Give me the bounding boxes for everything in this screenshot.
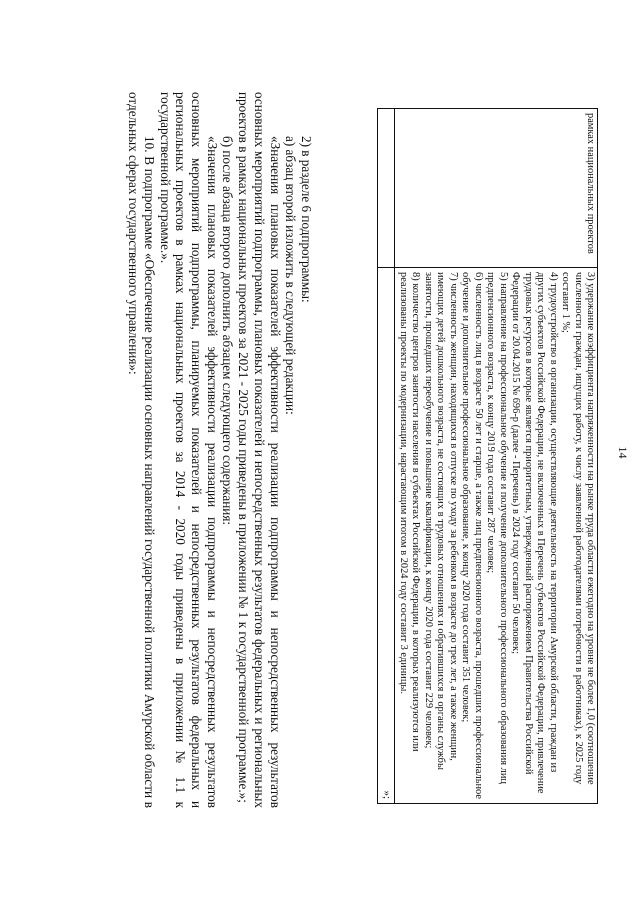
indicator-item: 7) численность женщин, находящихся в отпуске по уходу за ребенком в возрасте до трех лет, а также женщин, имеющих детей дошкольного возраста, не состоящих в трудовых отношениях и обратившихся в органы службы занятости, прошедших переобучение и повышение квалификации, к концу 2020 года составит 229 человек; [422, 272, 459, 770]
table-row [395, 109, 598, 804]
table-cell-empty [378, 109, 395, 268]
paragraph: а) абзац второй изложить в следующей редакции: [283, 136, 299, 415]
section-label: рамках национальных проектов [585, 113, 596, 254]
paragraph: б) после абзаца второго дополнить абзацем следующего содержания: [220, 136, 236, 526]
indicator-item: 5) направление на профессиональное обучение и получение дополнительного профессионального образования лиц предпенсионного возраста, к концу 2019 года составит 287 человек; [485, 272, 509, 784]
table-cell-section [395, 109, 598, 268]
table-cell-indicators [395, 268, 598, 804]
table-cell-empty [378, 268, 395, 804]
paragraph: «Значения плановых показателей эффективности реализации подпрограммы и непосредственных результатов основных мероприятий подпрограммы, плановых показателей и непосредственных результатов федеральных и региональных проектов в рамках национальных проектов за 2021 - 2025 годы приведены в приложении № 1 к государственной программе.»; [236, 92, 283, 808]
indicator-item: 3) удержание коэффициента напряженности на рынке труда области ежегодно на уровне не более 1,0 (соотношение численности граждан, ищущих работу, к числу заявленной работодателями потребности в работниках), к 2025 году составит 1 %; [560, 272, 596, 785]
page-number: 14 [616, 446, 630, 459]
table-row [378, 109, 395, 804]
body-text [126, 92, 314, 808]
paragraph: «Значения плановых показателей эффективности реализации подпрограммы и непосредственных результатов основных мероприятий подпрограммы, планируемых показателей и непосредственных результатов федеральных и региональных проектов в рамках национальных проектов за 2014 - 2020 годы приведены в приложении № 1.1 к государственной программе.». [157, 92, 220, 808]
indicator-item: 4) трудоустройство в организации, осуществляющие деятельность на территории Амурской области, граждан из других субъектов Российской Федерации, не включенных в Перечень субъектов Российской Федерации, привлечение трудовых ресурсов в которые является приоритетным, утвержденный распоряжением Правительства Российской Федерации от 20.04.2015 № 696-р (далее - Перечень) в 2024 году составит 50 человек; [510, 272, 559, 794]
closing-quote: »; [381, 790, 394, 799]
paragraph: 2) в разделе 6 подпрограммы: [299, 136, 314, 303]
indicators-table [377, 108, 598, 804]
paragraph: 10. В подпрограмме «Обеспечение реализации основных направлений государственной политики Амурской области в отдельных сферах государственного управления»: [126, 92, 157, 808]
indicator-item: 6) численность лиц в возрасте 50 лет и старше, а также лиц предпенсионного возраста, прошедших профессиональное обучение и дополнительное профессиональное образование, к концу 2020 года составит 351 человек; [460, 272, 484, 799]
indicator-item: 8) количество центров занятости населения в субъектах Российской Федерации, в которых реализуются или реализованы проекты по модернизации, нарастающим итогом в 2024 году составит 3 единицы. [397, 272, 422, 752]
